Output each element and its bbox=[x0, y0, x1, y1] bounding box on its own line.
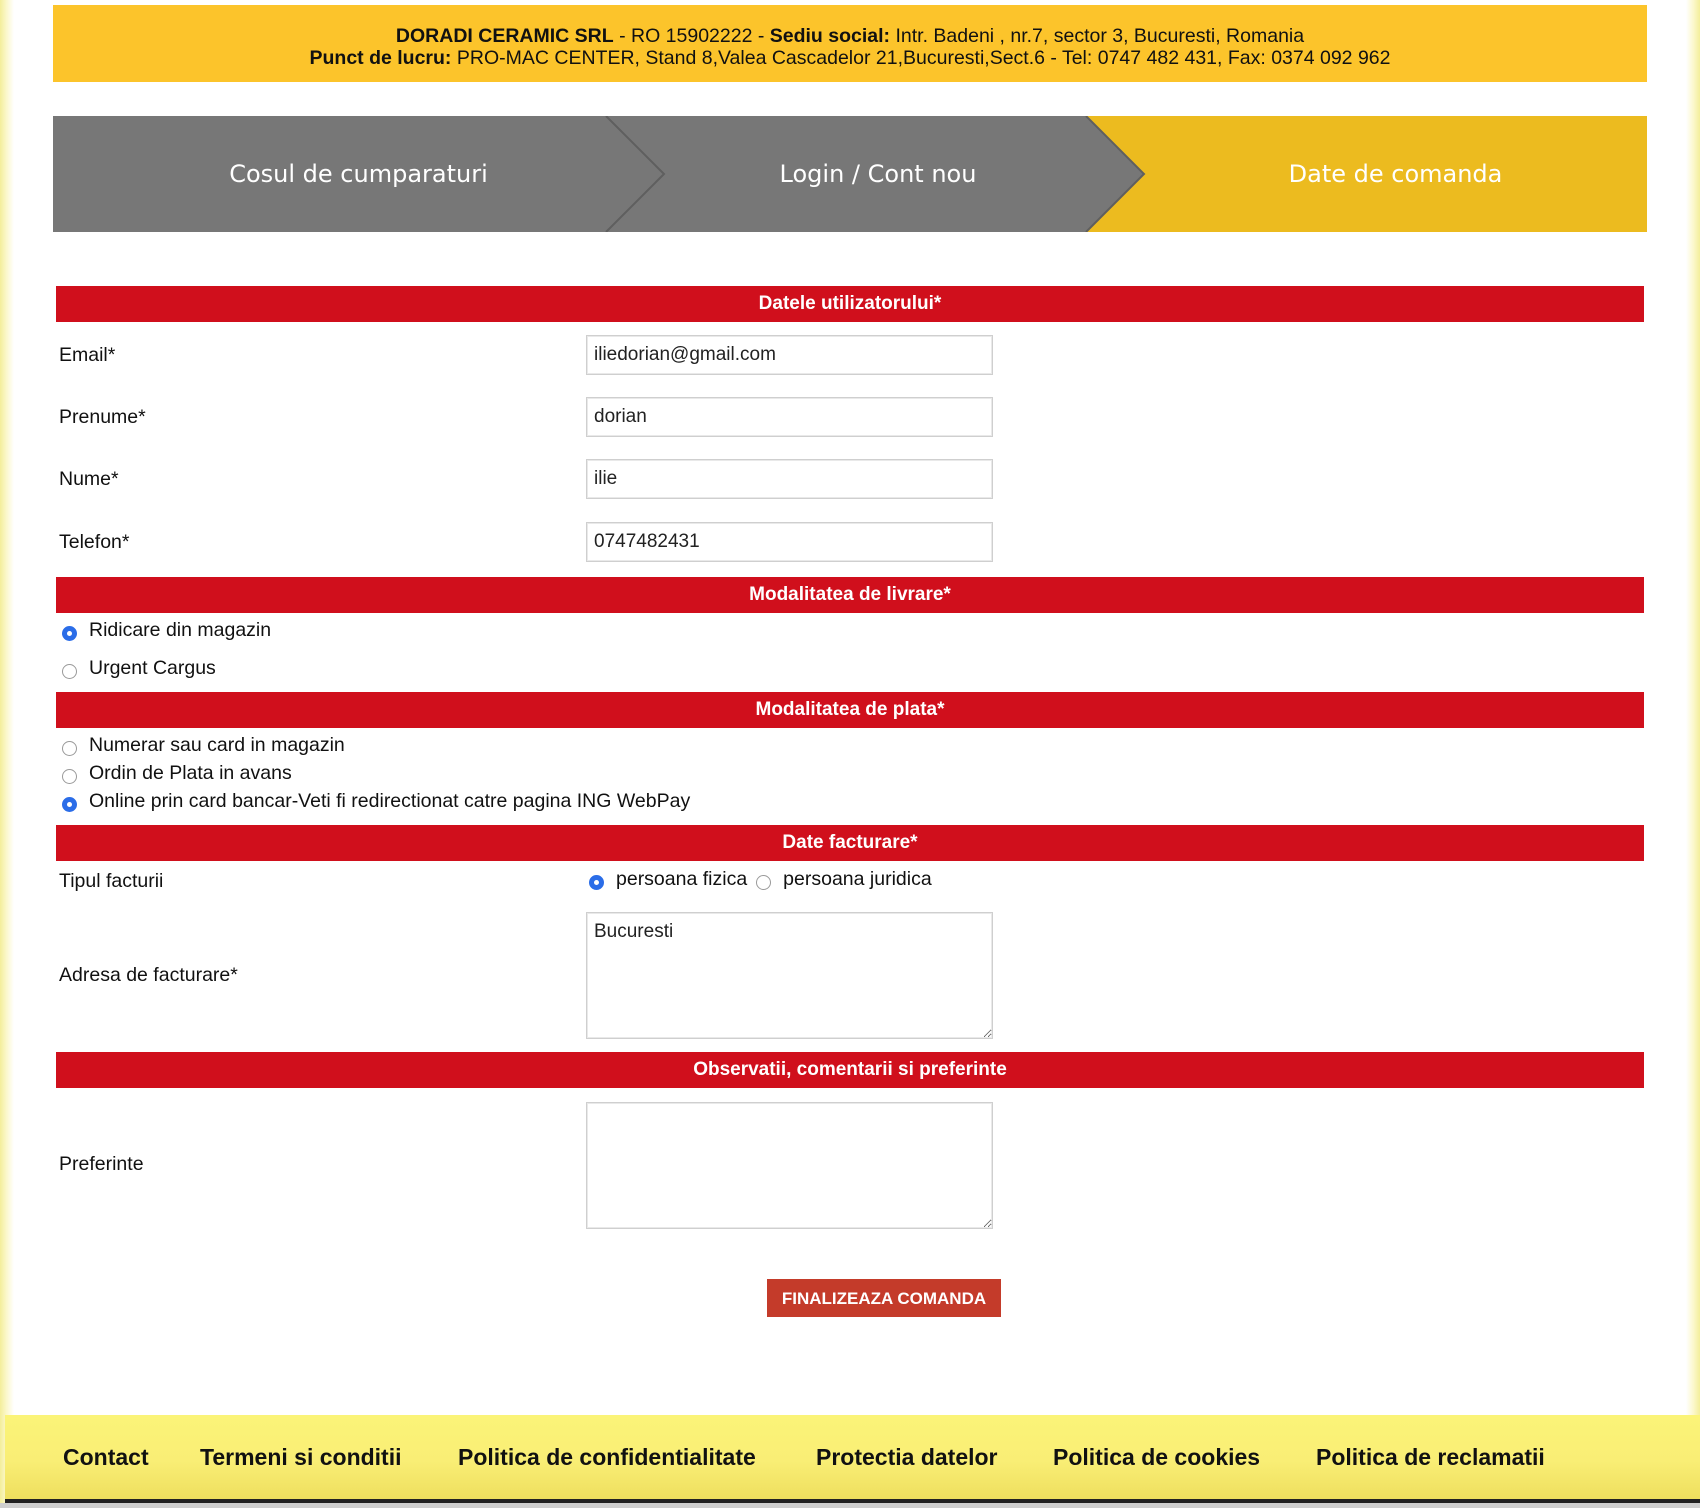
section-notes: Observatii, comentarii si preferinte bbox=[56, 1052, 1644, 1088]
step-order-data: Date de comanda bbox=[1288, 160, 1503, 188]
company-line-1 bbox=[53, 25, 1647, 47]
punct-label: Punct de lucru: bbox=[309, 47, 452, 69]
company-reg: - RO 15902222 - bbox=[613, 25, 770, 47]
payment-option-label: Online prin card bancar-Veti fi redirectionat catre pagina ING WebPay bbox=[89, 790, 691, 812]
email-field[interactable] bbox=[586, 335, 993, 375]
footer-link-complaints[interactable]: Politica de reclamatii bbox=[1316, 1444, 1545, 1470]
company-line-2 bbox=[53, 47, 1647, 69]
payment-option-label: Numerar sau card in magazin bbox=[89, 734, 345, 756]
payment-option-online[interactable] bbox=[62, 790, 690, 813]
invoice-type-options bbox=[589, 868, 932, 891]
payment-option-cash[interactable] bbox=[62, 734, 345, 757]
section-user-data: Datele utilizatorului* bbox=[56, 286, 1644, 322]
nume-field[interactable] bbox=[586, 459, 993, 499]
sediu-value: Intr. Badeni , nr.7, sector 3, Bucuresti, Romania bbox=[890, 25, 1305, 47]
footer-nav bbox=[5, 1415, 1700, 1503]
footer-link-data-protection[interactable]: Protectia datelor bbox=[816, 1444, 998, 1470]
radio-cash[interactable] bbox=[62, 741, 77, 756]
radio-pickup[interactable] bbox=[62, 626, 77, 641]
invoice-type-option-fizica[interactable]: persoana fizica bbox=[616, 868, 748, 890]
delivery-option-cargus[interactable] bbox=[62, 657, 216, 680]
footer-link-cookies[interactable]: Politica de cookies bbox=[1053, 1444, 1261, 1470]
sediu-label: Sediu social: bbox=[769, 25, 891, 47]
prenume-label: Prenume* bbox=[59, 406, 146, 428]
invoice-type-option-juridica[interactable]: persoana juridica bbox=[783, 868, 932, 890]
preferences-field[interactable] bbox=[586, 1102, 993, 1229]
radio-persoana-fizica[interactable] bbox=[589, 875, 604, 890]
company-name: DORADI CERAMIC SRL bbox=[395, 25, 614, 47]
radio-persoana-juridica[interactable] bbox=[756, 875, 771, 890]
billing-address-label: Adresa de facturare* bbox=[59, 964, 238, 986]
company-banner bbox=[53, 5, 1647, 82]
punct-value: PRO-MAC CENTER, Stand 8,Valea Cascadelor 21,Bucuresti,Sect.6 - Tel: 0747 482 431, Fax: 0374 092 962 bbox=[451, 47, 1391, 69]
footer-link-terms[interactable]: Termeni si conditii bbox=[200, 1444, 402, 1470]
prenume-field[interactable] bbox=[586, 397, 993, 437]
payment-option-label: Ordin de Plata in avans bbox=[89, 762, 292, 784]
section-billing: Date facturare* bbox=[56, 825, 1644, 861]
radio-online[interactable] bbox=[62, 797, 77, 812]
nume-label: Nume* bbox=[59, 468, 119, 490]
billing-address-field[interactable] bbox=[586, 912, 993, 1039]
section-delivery: Modalitatea de livrare* bbox=[56, 577, 1644, 613]
section-payment: Modalitatea de plata* bbox=[56, 692, 1644, 728]
checkout-steps bbox=[53, 116, 1647, 232]
invoice-type-label: Tipul facturii bbox=[59, 870, 164, 892]
delivery-option-label: Urgent Cargus bbox=[89, 657, 216, 679]
bottom-strip bbox=[0, 1503, 1700, 1508]
footer-link-contact[interactable]: Contact bbox=[63, 1444, 149, 1470]
delivery-option-pickup[interactable] bbox=[62, 619, 271, 642]
telefon-field[interactable] bbox=[586, 522, 993, 562]
step-cart[interactable]: Cosul de cumparaturi bbox=[229, 160, 488, 188]
radio-transfer[interactable] bbox=[62, 769, 77, 784]
delivery-option-label: Ridicare din magazin bbox=[89, 619, 272, 641]
footer-link-privacy[interactable]: Politica de confidentialitate bbox=[458, 1444, 756, 1470]
preferences-label: Preferinte bbox=[59, 1153, 144, 1175]
step-login[interactable]: Login / Cont nou bbox=[779, 160, 977, 188]
payment-option-transfer[interactable] bbox=[62, 762, 292, 785]
submit-order-button[interactable]: FINALIZEAZA COMANDA bbox=[767, 1279, 1001, 1317]
radio-cargus[interactable] bbox=[62, 664, 77, 679]
telefon-label: Telefon* bbox=[59, 531, 130, 553]
email-label: Email* bbox=[59, 344, 116, 366]
